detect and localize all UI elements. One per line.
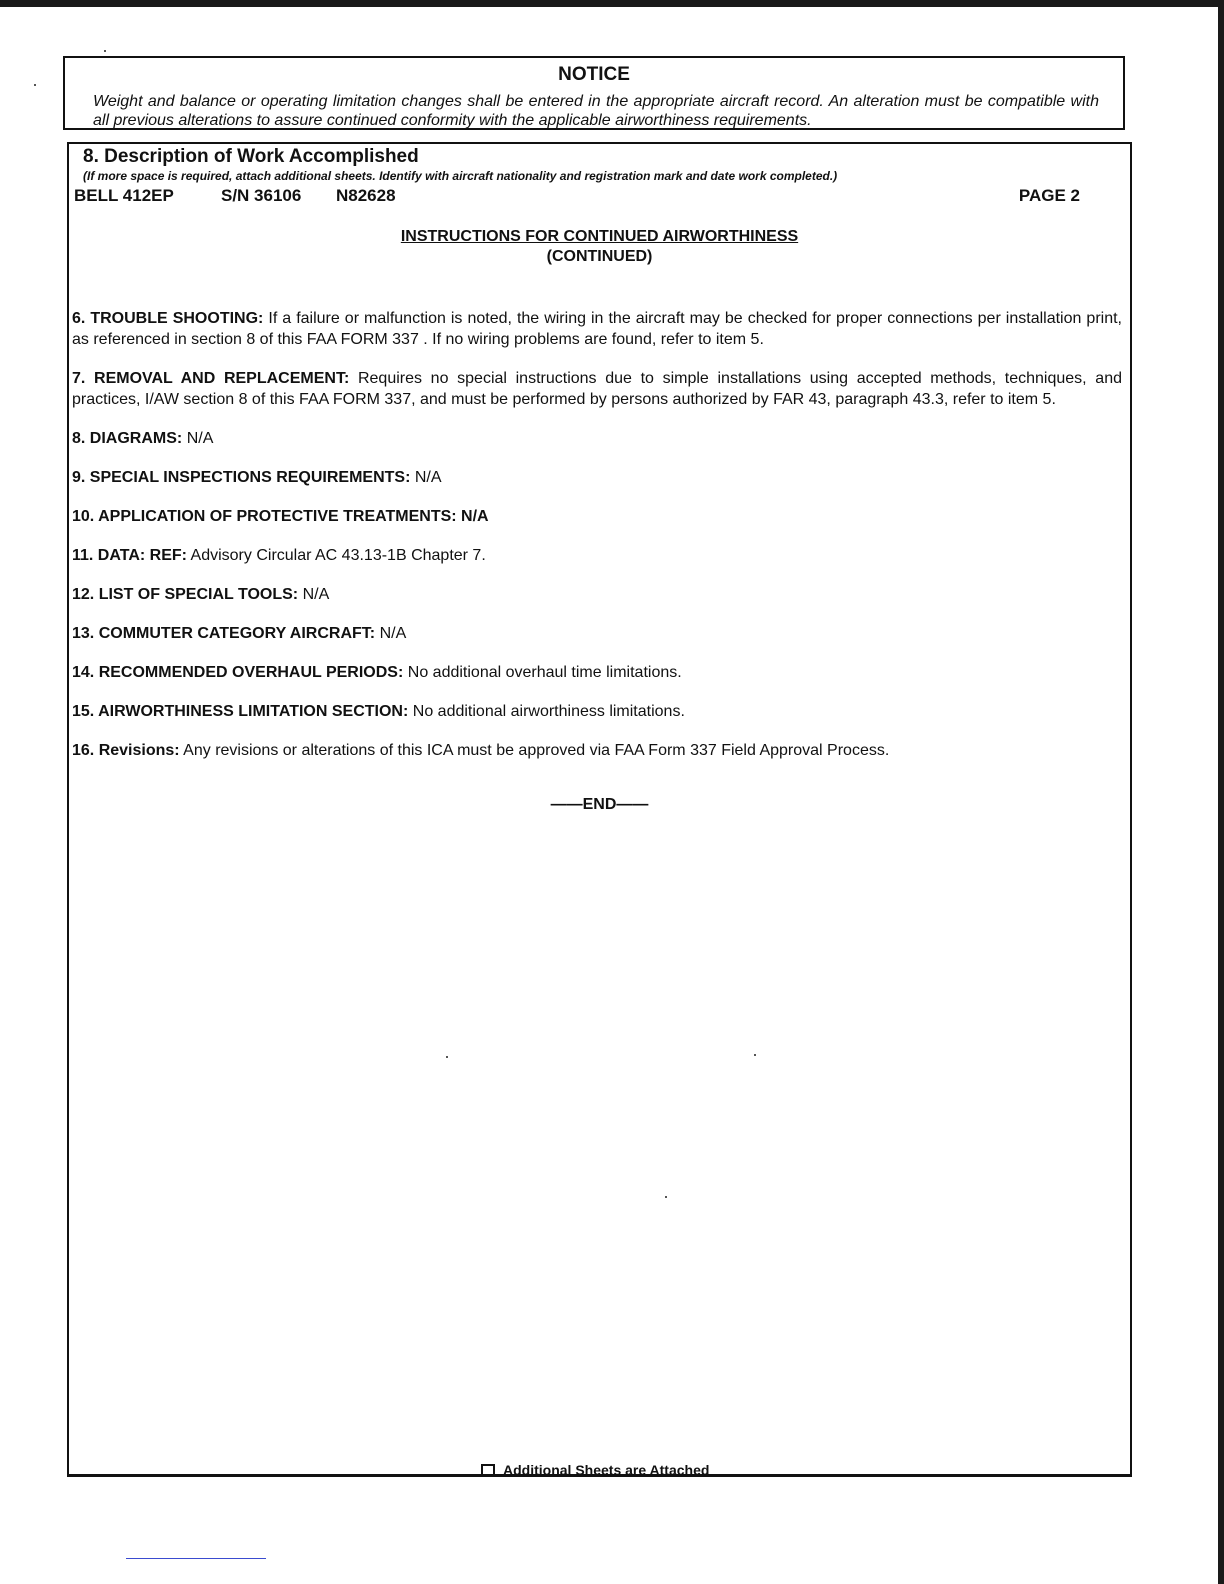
item-label: 11. DATA: REF:: [72, 547, 187, 564]
item-text: Any revisions or alterations of this ICA must be approved via FAA Form 337 Field Approval Process.: [183, 742, 890, 759]
serial-number: S/N 36106: [221, 186, 302, 205]
scan-speck: [754, 1054, 756, 1056]
additional-sheets-label: Additional Sheets are Attached: [503, 1462, 710, 1475]
ica-item-data-ref: [72, 545, 1122, 566]
section-instructions: (If more space is required, attach additional sheets. Identify with aircraft nationality and registration mark and date work completed.): [83, 169, 838, 183]
ica-title: INSTRUCTIONS FOR CONTINUED AIRWORTHINESS: [400, 228, 799, 245]
notice-box: [63, 56, 1125, 130]
notice-text: Weight and balance or operating limitation changes shall be entered in the appropriate aircraft record. An alteration must be compatible with all previous alterations to assure continued conformity with the applicable airworthiness requirements.: [93, 93, 1099, 129]
item-label: 8. DIAGRAMS:: [72, 430, 183, 447]
item-label: 9. SPECIAL INSPECTIONS REQUIREMENTS:: [72, 469, 411, 486]
item-label: 10. APPLICATION OF PROTECTIVE TREATMENTS: N/A: [72, 508, 489, 525]
ica-item-special-tools: [72, 584, 1122, 605]
item-text: Requires no special instructions due to simple installations using accepted methods, techniques, and practices, I/AW section 8 of this FAA FORM 337, and must be performed by persons authorized by FAR 43, paragraph 43.3, refer to item 5.: [72, 370, 1122, 408]
work-description-box: [67, 142, 1132, 1477]
item-label: 15. AIRWORTHINESS LIMITATION SECTION:: [72, 703, 409, 720]
item-text: If a failure or malfunction is noted, the wiring in the aircraft may be checked for proper connections per installation print, as referenced in section 8 of this FAA FORM 337 . If no wiring problems are found, refer to item 5.: [72, 310, 1122, 348]
scan-speck: [104, 50, 106, 52]
page-number: PAGE 2: [1018, 186, 1080, 205]
ica-item-list: [72, 308, 1122, 779]
item-text: Advisory Circular AC 43.13-1B Chapter 7.: [190, 547, 486, 564]
ica-item-protective-treatments: [72, 506, 1122, 527]
registration-mark: N82628: [336, 186, 396, 205]
notice-title: NOTICE: [558, 64, 630, 85]
item-text: N/A: [302, 586, 330, 603]
footer-rule: [126, 1558, 266, 1559]
ica-item-trouble-shooting: [72, 308, 1122, 350]
item-label: 12. LIST OF SPECIAL TOOLS:: [72, 586, 299, 603]
additional-sheets-note: [481, 1462, 709, 1475]
end-marker: ——END——: [550, 796, 649, 813]
scan-border-right: [1218, 0, 1224, 1584]
item-text: No additional airworthiness limitations.: [412, 703, 685, 720]
item-text: N/A: [186, 430, 214, 447]
additional-sheets-checkbox[interactable]: [481, 1464, 495, 1475]
item-text: N/A: [414, 469, 442, 486]
ica-item-airworthiness-limitation: [72, 701, 1122, 722]
ica-item-special-inspections: [72, 467, 1122, 488]
item-text: No additional overhaul time limitations.: [407, 664, 682, 681]
aircraft-model: BELL 412EP: [74, 186, 174, 205]
ica-item-overhaul-periods: [72, 662, 1122, 683]
item-text: N/A: [379, 625, 407, 642]
item-label: 14. RECOMMENDED OVERHAUL PERIODS:: [72, 664, 404, 681]
ica-item-revisions: [72, 740, 1122, 761]
item-label: 7. REMOVAL AND REPLACEMENT:: [72, 370, 350, 387]
scan-border-top: [0, 0, 1224, 7]
item-label: 6. TROUBLE SHOOTING:: [72, 310, 264, 327]
item-label: 13. COMMUTER CATEGORY AIRCRAFT:: [72, 625, 376, 642]
ica-item-commuter-category: [72, 623, 1122, 644]
scan-speck: [665, 1196, 667, 1198]
ica-item-removal-replacement: [72, 368, 1122, 410]
scan-speck: [34, 84, 36, 86]
section-title: 8. Description of Work Accomplished: [83, 146, 419, 167]
item-label: 16. Revisions:: [72, 742, 180, 759]
ica-item-diagrams: [72, 428, 1122, 449]
ica-subtitle: (CONTINUED): [546, 248, 653, 265]
scan-speck: [446, 1056, 448, 1058]
